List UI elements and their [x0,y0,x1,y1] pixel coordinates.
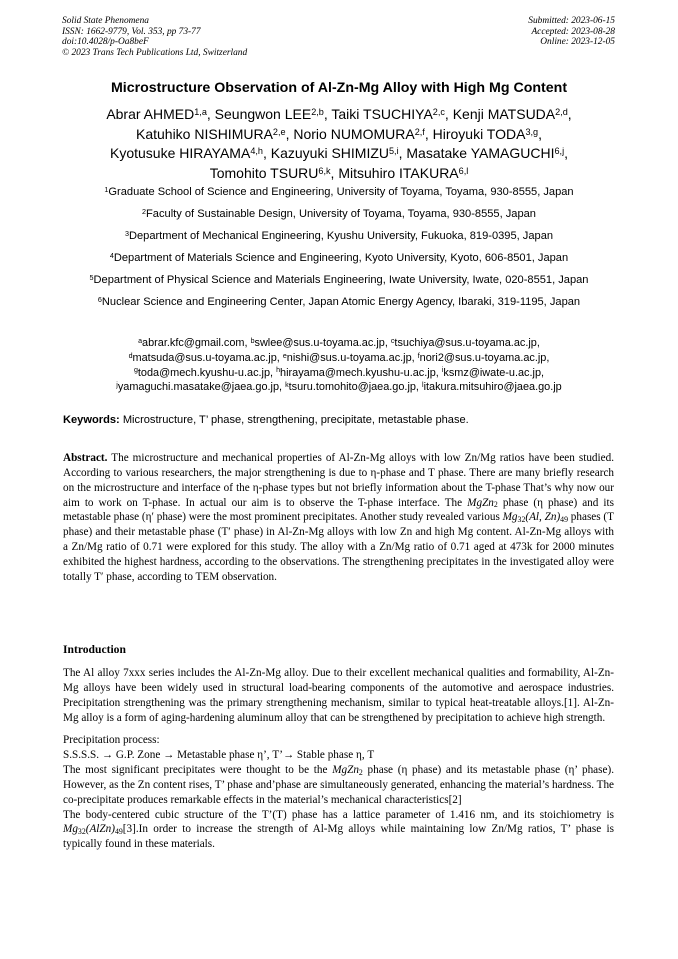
affiliation: $^3$Department of Mechanical Engineering, Kyushu University, Fukuoka, 819-0395, Japan [124,228,554,242]
doi: doi:10.4028/p-Oa8beF [62,37,149,48]
introduction-body [63,666,614,852]
email[interactable]: $^k$tsuru.tomohito@jaea.go.jp [285,381,416,394]
affiliation: $^4$Department of Materials Science and Engineering, Kyoto University, Kyoto, 606-8501, Japan [109,250,569,264]
journal-header-right [528,16,615,48]
email[interactable]: $^e$nishi@sus.u-toyama.ac.jp [282,351,412,364]
author: Kazuyuki SHIMIZU$^{5,i}$ [270,145,399,162]
author: Mitsuhiro ITAKURA$^{6,l}$ [338,164,469,181]
intro-paragraph: The body-centered cubic structure of the T’(T) phase has a lattice parameter of 1.416 nm, and its stoichiometry is Mg32(AlZn)49[3].In order to increase the strength of Al-Mg alloys while maintaining low Zn/Mg ratios, T’ phase is typically found in these materials. [63,808,614,851]
affiliation: $^1$Graduate School of Science and Engineering, University of Toyama, Toyama, 930-8555, Japan [104,184,574,198]
keywords [63,414,615,426]
affiliation: $^6$Nuclear Science and Engineering Center, Japan Atomic Energy Agency, Ibaraki, 319-1195, Japan [97,294,581,308]
email[interactable]: $^b$swlee@sus.u-toyama.ac.jp [250,336,385,349]
email[interactable]: $^a$abrar.kfc@gmail.com [138,336,245,349]
journal-header-left [62,16,247,58]
precipitation-sequence: S.S.S.S. → G.P. Zone → Metastable phase η’, T’→ Stable phase η, T [63,749,375,762]
email[interactable]: $^f$nori2@sus.u-toyama.ac.jp [417,351,547,364]
author: Norio NUMOMURA$^{2,f}$ [293,125,425,142]
author: Katuhiko NISHIMURA$^{2,e}$ [135,125,286,142]
affiliation: $^5$Department of Physical Science and Materials Engineering, Iwate University, Iwate, 020-8551, Japan [89,272,589,286]
email[interactable]: $^l$itakura.mitsuhiro@jaea.go.jp [421,381,562,394]
intro-paragraph: The Al alloy 7xxx series includes the Al-Zn-Mg alloy. Due to their excellent mechanical qualities and formability, Al-Zn-Mg alloys have been widely used in structural load-bearing components of the automotive and aerospace industries. Precipitation strengthening was the primary strengthening mechanism, similar to typical heat-treatable alloys.[1]. Al-Zn-Mg alloy is a form of aging-hardening aluminum alloy that can be strengthened by precipitation to achieve high strength. [63,667,614,724]
author: Masatake YAMAGUCHI$^{6,j}$ [406,145,565,162]
email[interactable]: $^i$ksmz@iwate-u.ac.jp [441,366,542,379]
precipitation-label: Precipitation process: [63,734,160,747]
email[interactable]: $^g$toda@mech.kyushu-u.ac.jp [133,366,271,379]
paper-title: Microstructure Observation of Al-Zn-Mg Alloy with High Mg Content [110,80,568,96]
intro-paragraph: The most significant precipitates were thought to be the MgZn2 phase (η phase) and its metastable phase (η’ phase). However, as the Zn content rises, T’ phase and’phase are simultaneously generated, enhancing the material’s hardness. The co-precipitate produces remarkable effects in the material’s mechanical characteristics[2] [63,764,614,806]
email[interactable]: $^h$hirayama@mech.kyushu-u.ac.jp [276,366,436,379]
author: Seungwon LEE$^{2,b}$ [214,106,324,122]
keywords-text: Microstructure, T’ phase, strengthening, precipitate, metastable phase. [122,414,469,426]
author-list: Abrar AHMED$^{1,a}$, Seungwon LEE$^{2,b}$, Taiki TSUCHIYA$^{2,c}$, Kenji MATSUDA$^{2,d}$, Katuhiko NISHIMURA$^{2,e}$, Norio NUMOMURA$^{2,f}$, Hiroyuki TODA$^{3,g}$, Kyotusuke HIRAYAMA$^{4,h}$, Kazuyuki SHIMIZU$^{5,i}$, Masatake YAMAGUCHI$^{6,j}$, Tomohito TSURU$^{6,k}$, Mitsuhiro ITAKURA$^{6,l}$ [106,106,572,181]
affiliation-list [60,185,618,317]
abstract: Abstract. The microstructure and mechanical properties of Al-Zn-Mg alloys with low Zn/Mg ratios have been studied. According to various researchers, the major strengthening is due to η-phase and T phase. There are many briefly research on the microstructure and interface of the η-phase types but not briefly information about the T-phase That’s why now our aim to work on T-phase. In actual our aim is to observe the T-phase interface. The MgZn2 phase (η phase) and its metastable phase (η′ phase) were the most prominent precipitates. Another study revealed various Mg32(Al, Zn)49 phases (T phase) and their metastable phase (T′ phase) in Al-Zn-Mg alloys with low Zn and high Mg content. Al-Zn-Mg alloys with a Zn/Mg ratio of 0.71 were explored for this study. The alloy with a Zn/Mg ratio of 0.71 aged at 473k for 2000 minutes exhibited the highest hardness, according to the observations. The strengthening precipitates in the investigated alloy were totally T′ phase, according to TEM observation. [63,452,614,583]
accepted-date: Accepted: 2023-08-28 [531,26,615,37]
keywords-label: Keywords: [63,414,120,426]
author: Hiroyuki TODA$^{3,g}$ [432,125,539,142]
journal-name: Solid State Phenomena [62,16,149,26]
email[interactable]: $^j$yamaguchi.masatake@jaea.go.jp [116,381,280,394]
copyright: © 2023 Trans Tech Publications Ltd, Switzerland [62,47,248,58]
email[interactable]: $^c$tsuchiya@sus.u-toyama.ac.jp [390,336,537,349]
author: Tomohito TSURU$^{6,k}$ [209,164,331,181]
issn: ISSN: 1662-9779, Vol. 353, pp 73-77 [62,26,201,37]
author: Abrar AHMED$^{1,a}$ [106,106,207,122]
affiliation: $^2$Faculty of Sustainable Design, University of Toyama, Toyama, 930-8555, Japan [142,206,536,220]
introduction-heading: Introduction [63,643,126,656]
author: Kenji MATSUDA$^{2,d}$ [452,106,568,122]
email[interactable]: $^d$matsuda@sus.u-toyama.ac.jp [128,351,277,364]
email-list: $^a$abrar.kfc@gmail.com, $^b$swlee@sus.u-toyama.ac.jp, $^c$tsuchiya@sus.u-toyama.ac.jp, $^d$matsuda@sus.u-toyama.ac.jp, $^e$nishi@sus.u-toyama.ac.jp, $^f$nori2@sus.u-toyama.ac.jp, $^g$toda@mech.kyushu-u.ac.jp, $^h$hirayama@mech.kyushu-u.ac.jp, $^i$ksmz@iwate-u.ac.jp, $^j$yamaguchi.masatake@jaea.go.jp, $^k$tsuru.tomohito@jaea.go.jp, $^l$itakura.mitsuhiro@jaea.go.jp [116,336,562,394]
author: Kyotusuke HIRAYAMA$^{4,h}$ [110,145,263,162]
abstract-label: Abstract. [63,452,108,464]
author: Taiki TSUCHIYA$^{2,c}$ [331,106,445,122]
online-date: Online: 2023-12-05 [540,37,615,48]
submitted-date: Submitted: 2023-06-15 [528,16,615,26]
